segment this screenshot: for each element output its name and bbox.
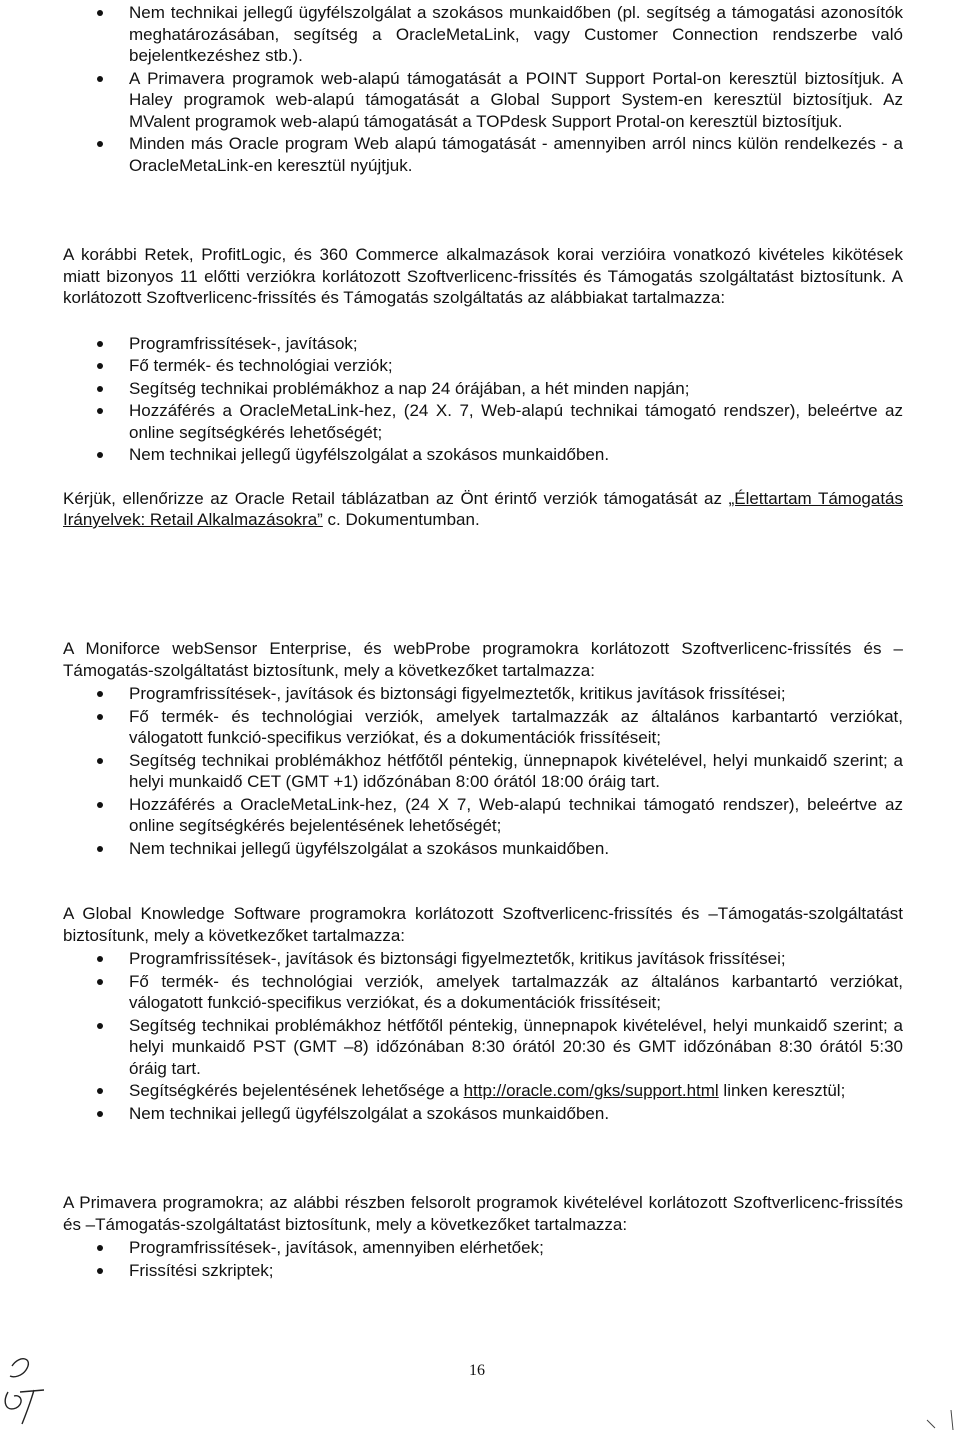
list-item: Hozzáférés a OracleMetaLink-hez, (24 X 7, Web-alapú technikai támogató rendszer), beleértve az online segítségkérés bejelentésének lehetőségét; — [63, 794, 903, 837]
moniforce-section — [63, 638, 903, 859]
page-number: 16 — [469, 1362, 485, 1379]
list-item: Frissítési szkriptek; — [63, 1260, 903, 1282]
list-item: Nem technikai jellegű ügyfélszolgálat a szokásos munkaidőben (pl. segítség a támogatási azonosítók meghatározásában, segítség a OracleMetaLink, vagy Customer Connection rendszerbe való bejelentkezéshez stb.). — [63, 2, 903, 67]
list-item: Nem technikai jellegű ügyfélszolgálat a szokásos munkaidőben. — [63, 838, 903, 860]
list-item: Fő termék- és technológiai verziók, amelyek tartalmazzák az általános karbantartó verziókat, válogatott funkció-specifikus verziókat, és a dokumentációk frissítéseit; — [63, 706, 903, 749]
list-item: Fő termék- és technológiai verziók, amelyek tartalmazzák az általános karbantartó verziókat, válogatott funkció-specifikus verziókat, és a dokumentációk frissítéseit; — [63, 971, 903, 1014]
retail-note-suffix: c. Dokumentumban. — [322, 510, 480, 529]
support-text-suffix: linken keresztül; — [718, 1081, 846, 1100]
primavera-bullet-list — [63, 1237, 903, 1281]
moniforce-intro-paragraph: A Moniforce webSensor Enterprise, és webProbe programokra korlátozott Szoftverlicenc-frissítés és – Támogatás-szolgáltatást biztosítunk, mely a következőket tartalmazza: — [63, 639, 903, 680]
list-item: Programfrissítések-, javítások, amennyiben elérhetőek; — [63, 1237, 903, 1259]
retail-note-paragraph — [63, 488, 903, 531]
retail-document-title: „Élettartam Támogatás Irányelvek: Retail Alkalmazásokra” — [63, 488, 903, 529]
gks-support-link[interactable]: http://oracle.com/gks/support.html — [463, 1081, 719, 1100]
retek-intro-paragraph: A korábbi Retek, ProfitLogic, és 360 Commerce alkalmazások korai verzióira vonatkozó kivételes kikötések miatt bizonyos 11 előtti verziókra korlátozott Szoftverlicenc-frissítés és Támogatás szolgáltatást biztosítunk. A korlátozott Szoftverlicenc-frissítés és Támogatás szolgáltatás az alábbiakat tartalmazza: — [63, 245, 903, 307]
list-item: Programfrissítések-, javítások; — [63, 333, 903, 355]
support-text: Segítségkérés bejelentésének lehetősége a — [129, 1081, 464, 1100]
moniforce-bullet-list — [63, 683, 903, 859]
list-item: Segítség technikai problémákhoz hétfőtől péntekig, ünnepnapok kivételével, helyi munkaidő szerint; a helyi munkaidő CET (GMT +1) időzónában 8:00 órától 18:00 óráig tart. — [63, 750, 903, 793]
gks-section — [63, 903, 903, 1124]
gks-intro-paragraph: A Global Knowledge Software programokra korlátozott Szoftverlicenc-frissítés és –Támogatás-szolgáltatást biztosítunk, mely a következőket tartalmazza: — [63, 904, 903, 945]
list-item: Nem technikai jellegű ügyfélszolgálat a szokásos munkaidőben. — [63, 444, 903, 466]
list-item: Segítség technikai problémákhoz a nap 24 órájában, a hét minden napján; — [63, 378, 903, 400]
list-item: Programfrissítések-, javítások és biztonsági figyelmeztetők, kritikus javítások frissítései; — [63, 948, 903, 970]
top-section — [63, 2, 903, 176]
corner-mark-icon — [925, 1408, 955, 1434]
primavera-intro-paragraph: A Primavera programokra; az alábbi részben felsorolt programok kivételével korlátozott Szoftverlicenc-frissítés és –Támogatás-szolgáltatást biztosítunk, mely a következőket tartalmazza: — [63, 1193, 903, 1234]
list-item: Nem technikai jellegű ügyfélszolgálat a szokásos munkaidőben. — [63, 1103, 903, 1125]
retek-bullet-list — [63, 333, 903, 466]
gks-bullet-list — [63, 948, 903, 1124]
list-item: Segítség technikai problémákhoz hétfőtől péntekig, ünnepnapok kivételével, helyi munkaidő szerint; a helyi munkaidő PST (GMT –8) időzónában 8:30 órától 20:30 és GMT időzónában 8:30 órától 5:30 óráig tart. — [63, 1015, 903, 1080]
list-item: A Primavera programok web-alapú támogatását a POINT Support Portal-on keresztül biztosítjuk. A Haley programok web-alapú támogatását a Global Support System-en keresztül biztosítjuk. Az MValent programok web-alapú támogatását a TOPdesk Support Protal-on keresztül biztosítjuk. — [63, 68, 903, 133]
list-item: Minden más Oracle program Web alapú támogatását - amennyiben arról nincs külön rendelkezés - a OracleMetaLink-en keresztül nyújtjuk. — [63, 133, 903, 176]
list-item: Fő termék- és technológiai verziók; — [63, 355, 903, 377]
retail-note-text: Kérjük, ellenőrizze az Oracle Retail táblázatban az Önt érintő verziók támogatását az — [63, 488, 729, 508]
retek-section — [63, 244, 903, 531]
list-item: Programfrissítések-, javítások és biztonsági figyelmeztetők, kritikus javítások frissítései; — [63, 683, 903, 705]
primavera-section — [63, 1192, 903, 1281]
list-item: Hozzáférés a OracleMetaLink-hez, (24 X. 7, Web-alapú technikai támogató rendszer), beleértve az online segítségkérés lehetőségét; — [63, 400, 903, 443]
handwritten-initials-icon — [0, 1348, 60, 1428]
top-bullet-list — [63, 2, 903, 176]
list-item — [63, 1080, 903, 1102]
